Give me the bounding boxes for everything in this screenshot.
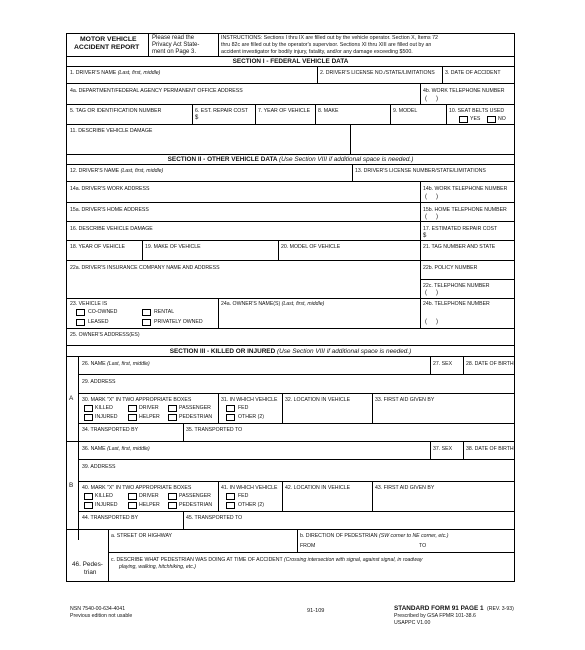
rule <box>218 481 219 511</box>
rule <box>255 104 256 124</box>
helper-label: HELPER <box>139 414 160 420</box>
helper-label: HELPER <box>139 502 160 508</box>
field-24a-label[interactable]: 24a. OWNER'S NAME(S) (Last, first, middle) <box>221 301 325 307</box>
rule <box>66 441 515 442</box>
leased-checkbox[interactable] <box>76 319 85 326</box>
field-22b-label[interactable]: 22b. POLICY NUMBER <box>423 265 478 271</box>
field-23-label: 23. VEHICLE IS <box>70 301 108 307</box>
rule <box>390 104 391 124</box>
form-title-line2: ACCIDENT REPORT <box>74 44 140 51</box>
rule <box>372 481 373 511</box>
paren-close: ) <box>436 194 438 200</box>
rule <box>66 221 515 222</box>
paren-close: ) <box>436 96 438 102</box>
rule <box>66 104 515 105</box>
direction-from-label[interactable]: FROM <box>300 543 316 549</box>
rule <box>66 56 515 57</box>
field-15a-label[interactable]: 15a. DRIVER'S HOME ADDRESS <box>70 207 149 213</box>
rule <box>317 66 318 83</box>
field-18-label[interactable]: 18. YEAR OF VEHICLE <box>70 244 125 250</box>
rule <box>66 328 515 329</box>
privacy-note-line3: ment on Page 3. <box>152 49 197 55</box>
field-22c-label[interactable]: 22c. TELEPHONE NUMBER <box>423 283 490 289</box>
field-11-label[interactable]: 11. DESCRIBE VEHICLE DAMAGE <box>70 128 153 134</box>
injured-checkbox[interactable] <box>84 502 93 509</box>
rule <box>78 481 515 482</box>
privacy-note-line2: Privacy Act State- <box>152 42 200 48</box>
field-14a-label[interactable]: 14a. DRIVER'S WORK ADDRESS <box>70 186 150 192</box>
pedestrian-label: PEDESTRIAN <box>179 502 213 508</box>
rule <box>66 164 515 165</box>
driver-checkbox[interactable] <box>128 405 137 412</box>
field-46-label-cont: trian <box>84 569 97 576</box>
field-31-label: 31. IN WHICH VEHICLE <box>221 397 278 403</box>
field-30-label: 30. MARK "X" IN TWO APPROPRIATE BOXES <box>82 397 192 403</box>
paren-open: ( <box>425 290 427 296</box>
revision-label: (REV. 3-93) <box>487 606 514 612</box>
rule <box>463 441 464 459</box>
field-25-label[interactable]: 25. OWNER'S ADDRESS(ES) <box>70 332 140 338</box>
field-46c-label[interactable]: c. DESCRIBE WHAT PEDESTRIAN WAS DOING AT TIME OF ACCIDENT (Crossing intersection with signal, against signal, in roadway <box>111 557 423 563</box>
rule <box>442 66 443 83</box>
rule <box>514 33 515 581</box>
rule <box>66 33 515 34</box>
pedestrian-checkbox[interactable] <box>168 414 177 421</box>
field-41-label: 41. IN WHICH VEHICLE <box>221 485 278 491</box>
field-22a-label[interactable]: 22a. DRIVER'S INSURANCE COMPANY NAME AND ADDRESS <box>70 265 220 271</box>
rule <box>108 552 515 553</box>
pedestrian-label: PEDESTRIAN <box>179 414 213 420</box>
paren-open: ( <box>425 319 427 325</box>
rule <box>66 529 515 530</box>
rule <box>66 298 515 299</box>
fed-checkbox[interactable] <box>226 493 235 500</box>
field-21-label[interactable]: 21. TAG NUMBER AND STATE <box>423 244 496 250</box>
rule <box>278 240 279 260</box>
rule <box>350 124 351 154</box>
driver-checkbox[interactable] <box>128 493 137 500</box>
form-title-line1: MOTOR VEHICLE <box>80 36 137 43</box>
section-3-title: SECTION III - KILLED OR INJURED (Use Section VIII if additional space is needed.) <box>169 348 412 355</box>
field-46c-label-cont: playing, walking, hitchhiking, etc.) <box>119 564 196 570</box>
killed-label: KILLED <box>95 493 113 499</box>
passenger-checkbox[interactable] <box>168 493 177 500</box>
paren-close: ) <box>436 319 438 325</box>
other-checkbox[interactable] <box>226 414 235 421</box>
rule <box>108 529 109 581</box>
field-4a-label[interactable]: 4a. DEPARTMENT/FEDERAL AGENCY PERMANENT OFFICE ADDRESS <box>70 88 243 94</box>
field-9-label[interactable]: 9. MODEL <box>393 108 418 114</box>
instructions-line2: thru 82c are filled out by the operator's supervisor. Sections XI thru XIII are filled out by an <box>221 42 432 48</box>
rule <box>183 423 184 441</box>
rule <box>420 181 421 202</box>
other-label: OTHER (2) <box>238 414 264 420</box>
injured-label: INJURED <box>95 502 118 508</box>
field-24b-label[interactable]: 24b. TELEPHONE NUMBER <box>423 301 490 307</box>
rule <box>218 393 219 423</box>
field-4b-label[interactable]: 4b. WORK TELEPHONE NUMBER <box>423 88 505 94</box>
privately-owned-checkbox[interactable] <box>142 319 151 326</box>
field-32-label[interactable]: 32. LOCATION IN VEHICLE <box>285 397 351 403</box>
field-16-label[interactable]: 16. DESCRIBE VEHICLE DAMAGE <box>70 226 153 232</box>
field-28-label[interactable]: 28. DATE OF BIRTH <box>466 361 514 367</box>
field-8-label[interactable]: 8. MAKE <box>318 108 339 114</box>
prescribed-by: Prescribed by GSA FPMR 101-38.6 <box>394 613 476 619</box>
nsn-number: NSN 7540-00-634-4041 <box>70 606 126 612</box>
rule <box>78 459 515 460</box>
field-20-label[interactable]: 20. MODEL OF VEHICLE <box>281 244 341 250</box>
field-1-label[interactable]: 1. DRIVER'S NAME (Last, first, middle) <box>70 70 161 76</box>
rule <box>315 104 316 124</box>
field-33-label[interactable]: 33. FIRST AID GIVEN BY <box>375 397 435 403</box>
field-2-label[interactable]: 2. DRIVER'S LICENSE NO./STATE/LIMITATIONS <box>320 70 435 76</box>
rule <box>218 33 219 56</box>
killed-checkbox[interactable] <box>84 405 93 412</box>
rental-checkbox[interactable] <box>142 309 151 316</box>
rule <box>218 298 219 328</box>
injured-checkbox[interactable] <box>84 414 93 421</box>
rule <box>446 104 447 124</box>
rule <box>352 164 353 181</box>
paren-open: ( <box>425 194 427 200</box>
rule <box>420 298 421 328</box>
field-42-label[interactable]: 42. LOCATION IN VEHICLE <box>285 485 351 491</box>
field-15b-label[interactable]: 15b. HOME TELEPHONE NUMBER <box>423 207 507 213</box>
rule <box>78 423 515 424</box>
seat-belts-no-checkbox[interactable] <box>487 116 496 123</box>
dollar-sign: $ <box>423 233 427 239</box>
field-13-label[interactable]: 13. DRIVER'S LICENSE NUMBER/STATE/LIMITATIONS <box>355 168 486 174</box>
field-36-label[interactable]: 36. NAME (Last, first, middle) <box>82 446 150 452</box>
passenger-label: PASSENGER <box>179 493 211 499</box>
rule <box>66 345 515 346</box>
rule <box>463 356 464 374</box>
rule <box>420 221 421 240</box>
rule <box>78 374 515 375</box>
fed-checkbox[interactable] <box>226 405 235 412</box>
co-owned-checkbox[interactable] <box>76 309 85 316</box>
killed-checkbox[interactable] <box>84 493 93 500</box>
instructions-line1: INSTRUCTIONS: Sections I thru IX are filled out by the vehicle operator. Section X, Items 72 <box>221 35 438 41</box>
pedestrian-checkbox[interactable] <box>168 502 177 509</box>
passenger-label: PASSENGER <box>179 405 211 411</box>
field-39-label[interactable]: 39. ADDRESS <box>82 464 116 470</box>
rule <box>66 181 515 182</box>
section-1-title: SECTION I - FEDERAL VEHICLE DATA <box>232 58 349 65</box>
field-40-label: 40. MARK "X" IN TWO APPROPRIATE BOXES <box>82 485 192 491</box>
field-7-label[interactable]: 7. YEAR OF VEHICLE <box>258 108 311 114</box>
section-2-title: SECTION II - OTHER VEHICLE DATA (Use Section VIII if additional space is needed.) <box>167 156 414 163</box>
standard-form-label: STANDARD FORM 91 PAGE 1 <box>394 605 484 612</box>
seat-belts-yes-label: YES <box>470 116 481 122</box>
field-45-label[interactable]: 45. TRANSPORTED TO <box>186 515 243 521</box>
helper-checkbox[interactable] <box>128 502 137 509</box>
previous-edition-note: Previous edition not usable <box>70 613 133 619</box>
driver-label: DRIVER <box>139 405 159 411</box>
field-27-label[interactable]: 27. SEX <box>433 361 453 367</box>
other-label: OTHER (2) <box>238 502 264 508</box>
rule <box>66 260 515 261</box>
rule <box>372 393 373 423</box>
killed-label: KILLED <box>95 405 113 411</box>
field-29-label[interactable]: 29. ADDRESS <box>82 379 116 385</box>
other-checkbox[interactable] <box>226 502 235 509</box>
paren-open: ( <box>425 214 427 220</box>
rule <box>66 33 67 56</box>
privately-owned-label: PRIVATELY OWNED <box>154 319 203 325</box>
rule <box>142 240 143 260</box>
rule <box>78 393 515 394</box>
field-37-label[interactable]: 37. SEX <box>433 446 453 452</box>
rule <box>282 481 283 511</box>
field-35-label[interactable]: 35. TRANSPORTED TO <box>186 427 243 433</box>
rule <box>183 511 184 529</box>
rule <box>78 356 79 540</box>
privacy-note-line1: Please read the <box>152 35 195 41</box>
instructions-line3: accident investigator for bodily injury, fatality, and/or any damage exceeding $500. <box>221 49 413 55</box>
field-19-label[interactable]: 19. MAKE OF VEHICLE <box>145 244 201 250</box>
rule <box>430 441 431 459</box>
rule <box>148 33 149 56</box>
injured-label: INJURED <box>95 414 118 420</box>
field-46b-label: b. DIRECTION OF PEDESTRIAN (SW corner to NE corner, etc.) <box>300 533 449 539</box>
passenger-checkbox[interactable] <box>168 405 177 412</box>
fed-label: FED <box>238 493 249 499</box>
rule <box>430 356 431 374</box>
paren-open: ( <box>425 96 427 102</box>
direction-to-label[interactable]: TO <box>419 543 427 549</box>
rule <box>66 66 515 67</box>
field-43-label[interactable]: 43. FIRST AID GIVEN BY <box>375 485 435 491</box>
rule <box>66 124 515 125</box>
paren-close: ) <box>436 214 438 220</box>
field-6-label[interactable]: 6. EST. REPAIR COST <box>195 108 248 114</box>
field-3-label[interactable]: 3. DATE OF ACCIDENT <box>445 70 501 76</box>
person-a-letter: A <box>69 395 74 402</box>
field-38-label[interactable]: 38. DATE OF BIRTH <box>466 446 514 452</box>
rule <box>66 356 515 357</box>
rule <box>420 279 515 280</box>
seat-belts-yes-checkbox[interactable] <box>459 116 468 123</box>
field-46-label: 46. Pedes- <box>72 561 103 568</box>
field-14b-label[interactable]: 14b. WORK TELEPHONE NUMBER <box>423 186 508 192</box>
usappc-version: USAPPC V1.00 <box>394 620 431 626</box>
field-46a-label[interactable]: a. STREET OR HIGHWAY <box>111 533 173 539</box>
rule <box>78 511 515 512</box>
leased-label: LEASED <box>88 319 109 325</box>
field-17-label[interactable]: 17. ESTIMATED REPAIR COST <box>423 226 498 232</box>
co-owned-label: CO-OWNED <box>88 309 118 315</box>
rule <box>66 154 515 155</box>
rule <box>297 529 298 552</box>
rule <box>66 83 515 84</box>
field-12-label[interactable]: 12. DRIVER'S NAME (Last, first, middle) <box>70 168 164 174</box>
person-b-letter: B <box>69 482 74 489</box>
rental-label: RENTAL <box>154 309 175 315</box>
rule <box>420 240 421 260</box>
field-10-label: 10. SEAT BELTS USED <box>449 108 505 114</box>
field-44-label[interactable]: 44. TRANSPORTED BY <box>82 515 139 521</box>
helper-checkbox[interactable] <box>128 414 137 421</box>
rule <box>66 56 67 581</box>
paren-close: ) <box>436 290 438 296</box>
field-5-label[interactable]: 5. TAG OR IDENTIFICATION NUMBER <box>70 108 162 114</box>
rule <box>420 83 421 104</box>
rule <box>420 202 421 221</box>
rule <box>66 240 515 241</box>
seat-belts-no-label: NO <box>498 116 506 122</box>
rule <box>282 393 283 423</box>
form-code: 91-109 <box>307 608 325 614</box>
driver-label: DRIVER <box>139 493 159 499</box>
rule <box>66 202 515 203</box>
fed-label: FED <box>238 405 249 411</box>
dollar-sign: $ <box>195 115 199 121</box>
field-34-label[interactable]: 34. TRANSPORTED BY <box>82 427 139 433</box>
rule <box>66 581 515 582</box>
field-26-label[interactable]: 26. NAME (Last, first, middle) <box>82 361 150 367</box>
rule <box>192 104 193 124</box>
